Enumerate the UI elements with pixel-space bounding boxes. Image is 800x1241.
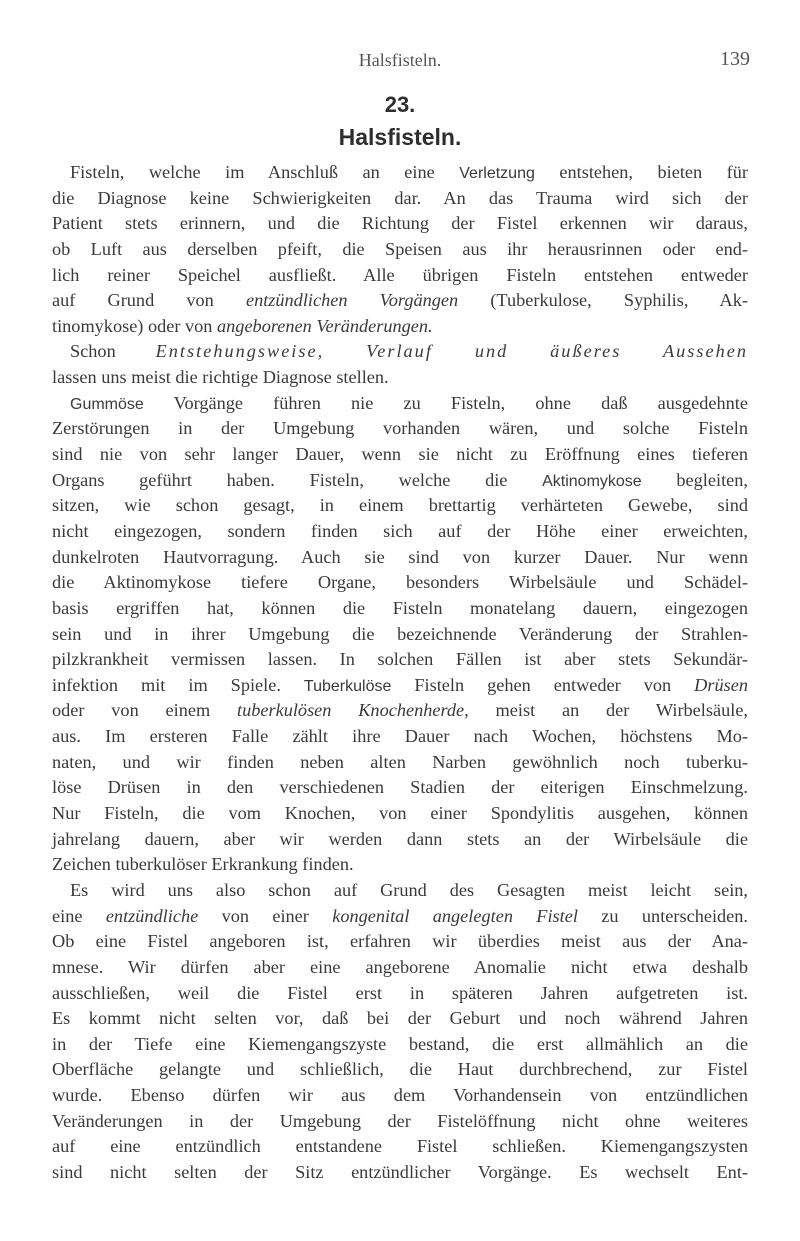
- text-line: [52, 339, 748, 365]
- text-segment: entzündliche: [105, 905, 199, 926]
- text-segment: sitzen, wie schon gesagt, in einem brettartig verhärteten Gewebe, sind: [52, 495, 748, 516]
- text-line: [52, 160, 748, 186]
- text-line: [52, 391, 748, 417]
- text-line: [52, 596, 748, 622]
- text-segment: pilzkrankheit vermissen lassen. In solchen Fällen ist aber stets Sekundär-: [52, 649, 748, 670]
- text-line: [52, 468, 748, 494]
- text-line: [52, 827, 748, 853]
- text-segment: lassen uns meist die richtige Diagnose stellen.: [52, 367, 389, 388]
- text-segment: Oberfläche gelangte und schließlich, die Haut durchbrechend, zur Fistel: [52, 1059, 748, 1080]
- text-line: [52, 673, 748, 699]
- running-title: Halsfisteln.: [358, 50, 442, 70]
- text-line: [52, 622, 748, 648]
- text-line: [52, 1083, 748, 1109]
- text-segment: (Tuberkulose, Syphilis, Ak-: [458, 290, 748, 311]
- chapter-title: Halsfisteln.: [338, 124, 462, 150]
- text-line: [52, 878, 748, 904]
- text-segment: tuberkulösen Knochenherde,: [237, 700, 469, 721]
- text-segment: Drüsen: [694, 674, 748, 695]
- text-segment: zu unterscheiden.: [577, 905, 748, 926]
- page-number: 139: [720, 48, 750, 70]
- text-line: [52, 314, 748, 340]
- text-segment: sein und in ihrer Umgebung die bezeichnende Veränderung der Strahlen-: [52, 623, 748, 644]
- text-segment: die Aktinomykose tiefere Organe, besonders Wirbelsäule und Schädel-: [52, 572, 748, 593]
- text-segment: Ob eine Fistel angeboren ist, erfahren wir überdies meist aus der Ana-: [52, 931, 748, 952]
- running-header: [50, 50, 750, 80]
- text-line: [52, 929, 748, 955]
- text-line: [52, 775, 748, 801]
- text-segment: löse Drüsen in den verschiedenen Stadien der eiterigen Einschmelzung.: [52, 777, 748, 798]
- text-line: [52, 416, 748, 442]
- text-line: [52, 955, 748, 981]
- text-segment: ausschließen, weil die Fistel erst in späteren Jahren aufgetreten ist.: [52, 982, 748, 1003]
- text-segment: basis ergriffen hat, können die Fisteln monatelang dauern, eingezogen: [52, 597, 748, 618]
- text-segment: angeborenen Veränderungen.: [217, 315, 433, 336]
- chapter-number: 23.: [384, 92, 416, 117]
- text-line: [52, 981, 748, 1007]
- text-segment: wurde. Ebenso dürfen wir aus dem Vorhandensein von entzündlichen: [52, 1085, 748, 1106]
- text-segment: sind nie von sehr langer Dauer, wenn sie nicht zu Eröffnung eines tieferen: [52, 444, 748, 465]
- text-segment: ob Luft aus derselben pfeift, die Speisen aus ihr herausrinnen oder end-: [52, 238, 748, 259]
- text-segment: nicht eingezogen, sondern finden sich auf der Höhe einer erweichten,: [52, 520, 748, 541]
- text-segment: Es wird uns also schon auf Grund des Gesagten meist leicht sein,: [70, 879, 748, 900]
- text-segment: in der Tiefe eine Kiemengangszyste bestand, die erst allmählich an die: [52, 1033, 748, 1054]
- text-segment: Es kommt nicht selten vor, daß bei der Geburt und noch während Jahren: [52, 1008, 748, 1029]
- text-line: [52, 724, 748, 750]
- body-text: [52, 160, 748, 1186]
- text-segment: infektion mit im Spiele.: [52, 674, 304, 695]
- text-segment: tinomykose) oder von: [52, 315, 218, 336]
- text-line: [52, 570, 748, 596]
- text-line: [52, 365, 748, 391]
- text-line: [52, 1057, 748, 1083]
- text-segment: jahrelang dauern, aber wir werden dann stets an der Wirbelsäule die: [52, 828, 748, 849]
- text-line: [52, 1032, 748, 1058]
- text-line: [52, 519, 748, 545]
- text-line: [52, 647, 748, 673]
- text-segment: auf eine entzündlich entstandene Fistel schließen. Kiemengangszysten: [52, 1136, 748, 1157]
- text-segment: Tuberkulöse: [303, 677, 392, 695]
- text-segment: auf Grund von: [52, 290, 246, 311]
- text-segment: Schon: [70, 341, 156, 362]
- text-segment: Verletzung: [459, 165, 535, 182]
- text-line: [52, 493, 748, 519]
- text-line: [52, 750, 748, 776]
- text-segment: lich reiner Speichel ausfließt. Alle übrigen Fisteln entstehen entweder: [52, 264, 748, 285]
- text-segment: aus. Im ersteren Falle zählt ihre Dauer nach Wochen, höchstens Mo-: [52, 726, 748, 747]
- text-line: [52, 1109, 748, 1135]
- text-segment: Veränderungen in der Umgebung der Fistelöffnung nicht ohne weiteres: [52, 1110, 748, 1131]
- text-line: [52, 852, 748, 878]
- text-segment: oder von einem: [52, 700, 237, 721]
- text-line: [52, 1006, 748, 1032]
- text-line: [52, 288, 748, 314]
- text-segment: mnese. Wir dürfen aber eine angeborene Anomalie nicht etwa deshalb: [52, 956, 748, 977]
- text-segment: entzündlichen Vorgängen: [245, 290, 459, 311]
- text-segment: Gummöse: [70, 395, 144, 413]
- text-segment: naten, und wir finden neben alten Narben gewöhnlich noch tuberku-: [52, 751, 748, 772]
- text-segment: Nur Fisteln, die vom Knochen, von einer Spondylitis ausgehen, können: [52, 803, 748, 824]
- text-segment: Fisteln gehen entweder von: [391, 674, 695, 695]
- text-line: [52, 545, 748, 571]
- text-line: [52, 1134, 748, 1160]
- text-segment: meist an der Wirbelsäule,: [468, 700, 748, 721]
- text-line: [52, 442, 748, 468]
- text-segment: eine: [52, 905, 106, 926]
- text-segment: Aktinomykose: [542, 472, 642, 490]
- text-segment: Zerstörungen in der Umgebung vorhanden wären, und solche Fisteln: [52, 418, 748, 439]
- text-segment: Zeichen tuberkulöser Erkrankung finden.: [52, 854, 354, 875]
- text-segment: Organs geführt haben. Fisteln, welche die: [52, 469, 543, 490]
- text-segment: von einer: [198, 905, 333, 926]
- text-segment: dunkelroten Hautvorragung. Auch sie sind von kurzer Dauer. Nur wenn: [52, 546, 748, 567]
- text-segment: Vorgänge führen nie zu Fisteln, ohne daß ausgedehnte: [143, 392, 748, 413]
- text-line: [52, 263, 748, 289]
- text-segment: kongenital angelegten Fistel: [332, 905, 578, 926]
- text-line: [52, 698, 748, 724]
- text-line: [52, 237, 748, 263]
- text-segment: Entstehungsweise, Verlauf und äußeres Aussehen: [155, 341, 748, 362]
- text-line: [52, 904, 748, 930]
- text-segment: entstehen, bieten für: [534, 162, 748, 182]
- text-segment: sind nicht selten der Sitz entzündlicher Vorgänge. Es wechselt Ent-: [52, 1161, 748, 1182]
- text-segment: Fisteln, welche im Anschluß an eine: [70, 162, 460, 182]
- text-line: [52, 211, 748, 237]
- text-segment: begleiten,: [641, 469, 748, 490]
- text-segment: Patient stets erinnern, und die Richtung der Fistel erkennen wir daraus,: [52, 213, 748, 234]
- text-segment: die Diagnose keine Schwierigkeiten dar. An das Trauma wird sich der: [52, 187, 748, 208]
- text-line: [52, 186, 748, 212]
- text-line: [52, 1160, 748, 1186]
- text-line: [52, 801, 748, 827]
